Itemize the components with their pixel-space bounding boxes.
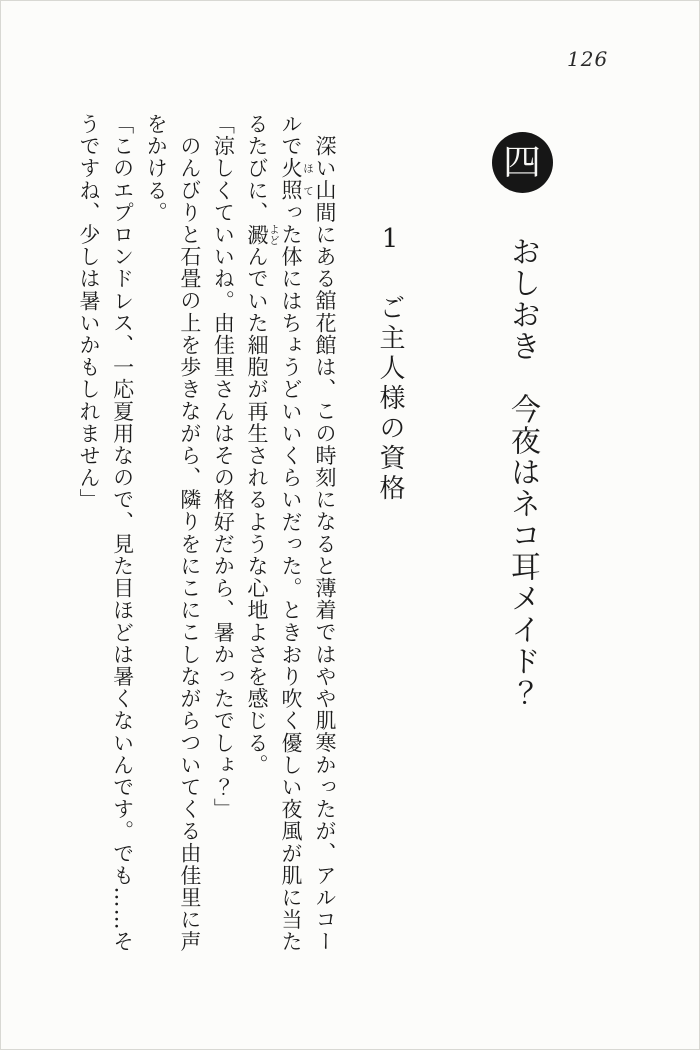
paragraph: 「このエプロンドレス、一応夏用なので、見た目ほどは暑くないんです。でも……そうですね、少しは暑いかもしれません」	[77, 113, 135, 953]
ruby-annotated-word: 澱 よど	[245, 223, 280, 246]
chapter-title: おしおき 今夜はネコ耳メイド？	[505, 235, 540, 709]
paragraph: 「涼しくていいね。由佳里さんはその格好だから、暑かったでしょ？」	[211, 113, 236, 821]
paragraph: 深い山間にある舘花館は、この時刻になると薄着ではやや肌寒かったが、アルコールで火照 ほてった体にはちょうどいいくらいだった。ときおり吹く優しい夜風が肌に当たるたびに、澱 よどんでいた細胞が再生されるような心地よさを感じる。	[245, 113, 337, 953]
section-title: ご主人様の資格	[375, 294, 405, 504]
section-heading	[350, 224, 406, 544]
paragraph: のんびりと石畳の上を歩きながら、隣りをにこにこしながらついてくる由佳里に声をかける。	[144, 113, 202, 953]
body-text	[37, 113, 341, 961]
chapter-number: 四	[502, 139, 541, 184]
ruby-annotated-word: 火照 ほて	[279, 157, 314, 202]
page-number: 126	[567, 47, 609, 71]
chapter-number-badge	[492, 132, 553, 193]
section-number: 1	[375, 224, 405, 258]
chapter-heading	[488, 132, 556, 722]
